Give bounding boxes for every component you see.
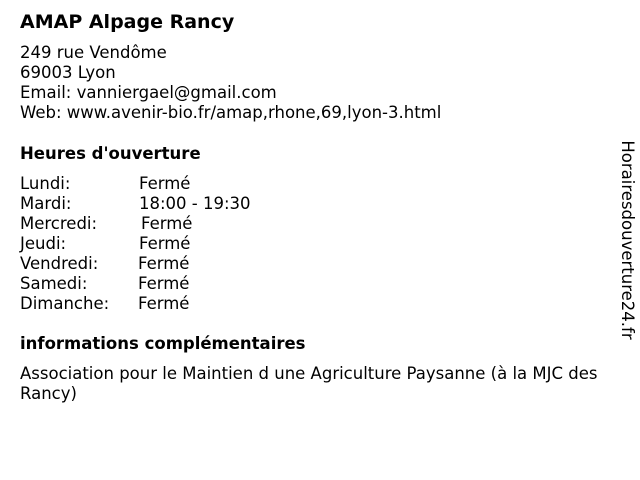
day-hours: Fermé <box>138 254 190 273</box>
info-heading: informations complémentaires <box>20 334 306 353</box>
day-hours: Fermé <box>138 294 190 313</box>
day-hours: Fermé <box>139 174 191 193</box>
business-name: AMAP Alpage Rancy <box>20 11 235 33</box>
city: 69003 Lyon <box>20 63 116 82</box>
day-label: Lundi: <box>20 174 71 193</box>
day-label: Mercredi: <box>20 214 98 233</box>
street-address: 249 rue Vendôme <box>20 43 167 62</box>
day-label: Mardi: <box>20 194 72 213</box>
info-description: Association pour le Maintien d une Agriculture Paysanne (à la MJC des Rancy) <box>20 364 598 403</box>
hours-heading: Heures d'ouverture <box>20 144 201 163</box>
site-watermark: Horairesdouverture24.fr <box>618 140 637 340</box>
day-hours: Fermé <box>138 274 190 293</box>
day-label: Samedi: <box>20 274 88 293</box>
day-label: Jeudi: <box>20 234 67 253</box>
email-line: Email: vanniergael@gmail.com <box>20 83 277 102</box>
day-label: Dimanche: <box>20 294 110 313</box>
day-label: Vendredi: <box>20 254 99 273</box>
web-line: Web: www.avenir-bio.fr/amap,rhone,69,lyon-3.html <box>20 103 442 122</box>
address-block <box>20 43 441 123</box>
day-hours: 18:00 - 19:30 <box>139 194 251 213</box>
day-hours: Fermé <box>139 234 191 253</box>
day-hours: Fermé <box>141 214 193 233</box>
